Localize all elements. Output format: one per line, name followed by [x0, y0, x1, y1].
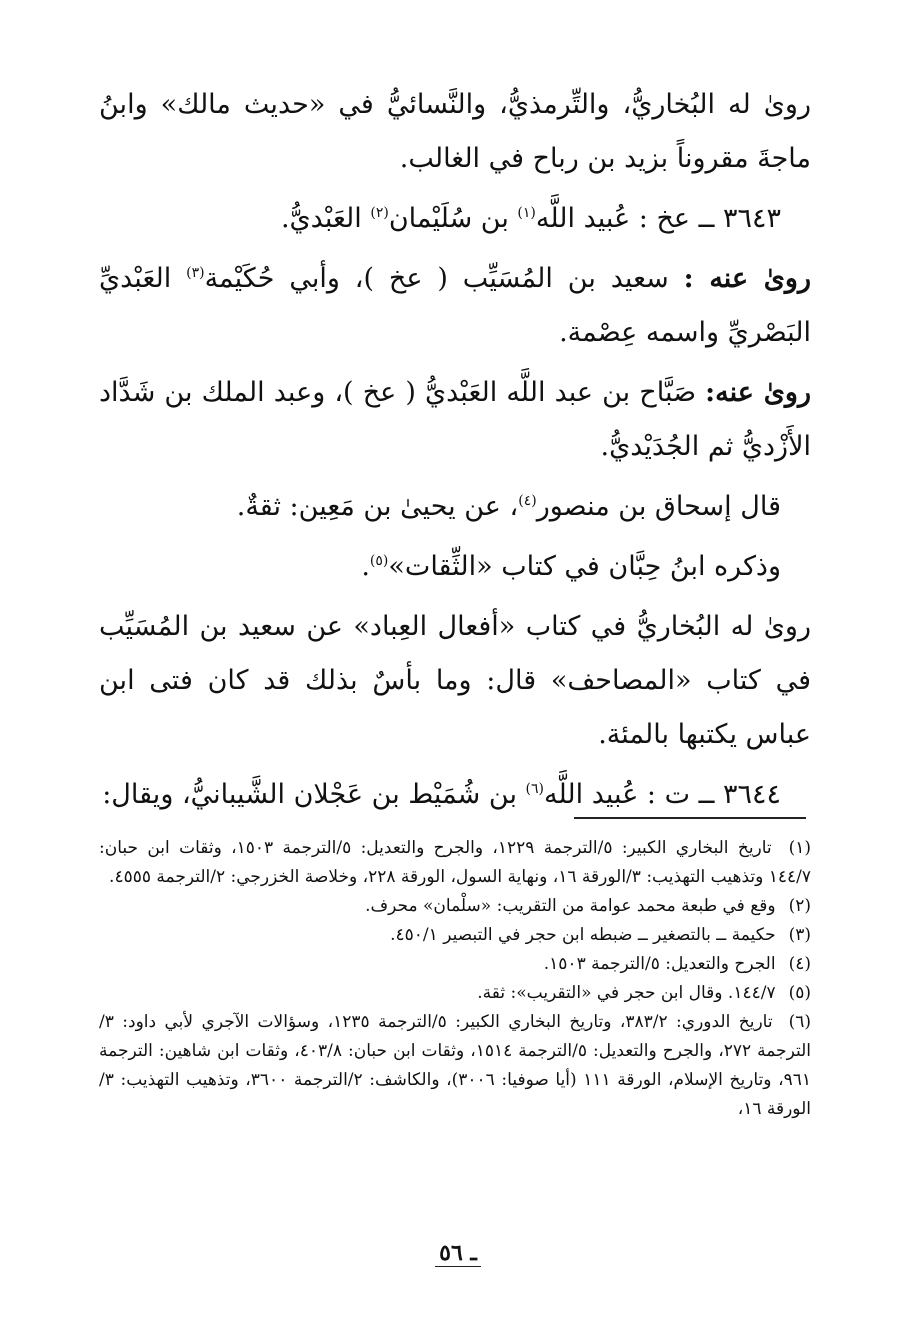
footnote-number: (٣)	[788, 925, 811, 945]
footnote-number: (٤)	[788, 954, 811, 974]
footnote-number: (٦)	[788, 1012, 812, 1032]
paragraph-transmission-1: رویٰ له البُخاريُّ، والتِّرمذيُّ، والنَّسائيُّ في «حديث مالك» وابنُ ماجةَ مقروناً بزيد بن رباح في الغالب.	[99, 89, 811, 174]
footnote-3	[99, 921, 811, 950]
entry-3643-mid: بن سُلَيْمان	[388, 203, 518, 234]
paragraph-ibn-hibban	[99, 540, 811, 594]
main-text	[99, 78, 811, 828]
quote-text-a: قال إسحاق بن منصور	[536, 491, 781, 522]
paragraph-narrated-from	[99, 252, 811, 360]
label-rawa-anhu: رویٰ عنه :	[683, 263, 811, 294]
footnote-text: تاريخ الدوري: ٣٨٣/٢، وتاريخ البخاري الكبير: ٥/الترجمة ١٢٣٥، وسؤالات الآجري لأبي داود: ٣/الترجمة ٢٧٢، والجرح والتعديل: ٥/الترجمة ١٥١٤، وثقات ابن حبان: ٤٠٣/٨، وثقات ابن شاهين: الترجمة ٩٦١، وتاريخ الإسلام، الورقة ١١١ (أيا صوفيا: ٣٠٠٦)، والكاشف: ٢/الترجمة ٣٦٠٠، وتذهيب التهذيب: ٣/الورقة ١٦،	[99, 1012, 812, 1119]
footnote-text: تاريخ البخاري الكبير: ٥/الترجمة ١٢٢٩، والجرح والتعديل: ٥/الترجمة ١٥٠٣، وثقات ابن حبان: ١٤٤/٧ وتذهيب التهذيب: ٣/الورقة ١٦، ونهاية السول، الورقة ٢٢٨، وخلاصة الخزرجي: ٢/الترجمة ٤٥٥٥.	[99, 838, 811, 887]
footnote-text: ١٤٤/٧. وقال ابن حجر في «التقريب»: ثقة.	[477, 983, 776, 1003]
footnote-2	[99, 892, 811, 921]
entry-3643-heading	[99, 192, 811, 246]
footnotes	[99, 834, 811, 1124]
footnote-ref-5: (٥)	[369, 553, 389, 569]
label-rawa-anhu-2: رویٰ عنه:	[705, 377, 811, 408]
footnote-1	[99, 834, 811, 892]
footnote-ref-6: (٦)	[525, 781, 545, 797]
footnote-6	[99, 1008, 811, 1124]
paragraph-ibn-maeen-quote	[99, 480, 811, 534]
footnote-5	[99, 979, 811, 1008]
footnote-ref-4: (٤)	[518, 493, 537, 509]
footnote-ref-1: (١)	[517, 205, 536, 221]
paragraph-narrators-from-him	[99, 366, 811, 474]
entry-3643-suffix: العَبْديُّ.	[280, 203, 371, 234]
entry-3643-prefix: ٣٦٤٣ ــ عخ : عُبيد اللَّه	[535, 203, 781, 234]
footnote-number: (٥)	[788, 983, 811, 1003]
hibban-text-b: .	[361, 551, 370, 582]
narrated-from-text-a: سعيد بن المُسَيِّب ( عخ )، وأبي حُكَيْمة	[204, 263, 684, 294]
footnote-text: حكيمة ــ بالتصغير ــ ضبطه ابن حجر في التبصير ٤٥٠/١.	[390, 925, 776, 945]
paragraph-bukhari-afal: رویٰ له البُخاريُّ في كتاب «أفعال العِباد» عن سعيد بن المُسَيِّب في كتاب «المصاحف» قال: وما بأسٌ بذلك قد كان فتى ابن عباس يكتبها بالمئة.	[99, 611, 811, 750]
hibban-text-a: وذكره ابنُ حِبَّان في كتاب «الثِّقات»	[388, 551, 781, 582]
footnote-text: وقع في طبعة محمد عوامة من التقريب: «سلْمان» محرف.	[365, 896, 776, 916]
footnote-divider	[574, 817, 806, 819]
page-number-text: ـ ٥٦	[435, 1240, 481, 1267]
footnote-text: الجرح والتعديل: ٥/الترجمة ١٥٠٣.	[543, 954, 776, 974]
footnote-4	[99, 950, 811, 979]
footnote-ref-3: (٣)	[186, 265, 205, 281]
footnote-ref-2: (٢)	[370, 205, 389, 221]
narrated-from-text-b: العَبْديِّ البَصْريِّ واسمه عِصْمة.	[99, 263, 811, 348]
narrators-text: صَبَّاح بن عبد اللَّه العَبْديُّ ( عخ )، وعبد الملك بن شَدَّاد الأَزْديُّ ثم الجُدَيْديُّ.	[99, 377, 811, 462]
footnote-number: (١)	[788, 838, 812, 858]
entry-3644-prefix: ٣٦٤٤ ــ ت : عُبيد اللَّه	[544, 779, 781, 810]
quote-text-b: ، عن يحيىٰ بن مَعِين: ثقةٌ.	[236, 491, 519, 522]
entry-3644-suffix: بن شُمَيْط بن عَجْلان الشَّيبانيُّ، ويقال:	[102, 779, 526, 810]
page-number	[0, 1240, 916, 1266]
entry-3644-heading	[99, 768, 811, 822]
footnote-number: (٢)	[788, 896, 811, 916]
